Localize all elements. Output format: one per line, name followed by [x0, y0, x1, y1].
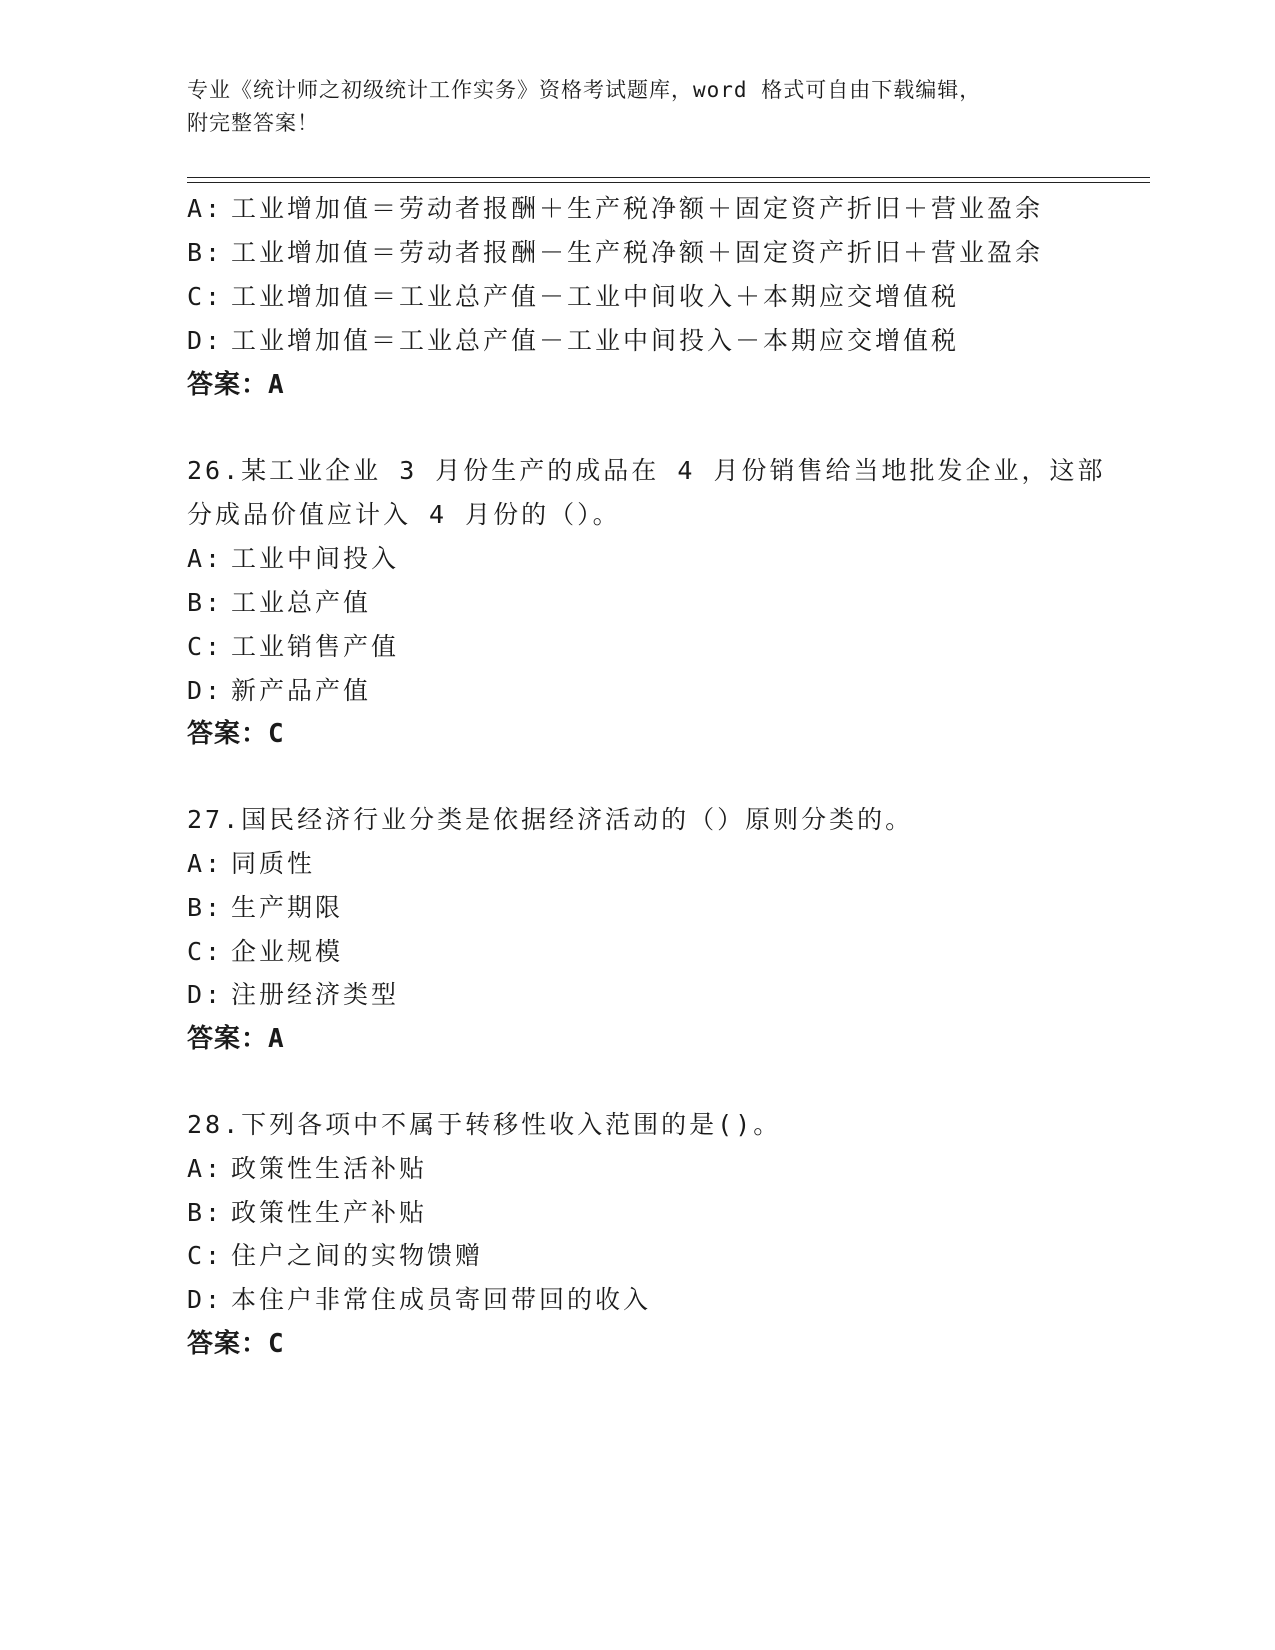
q25-option-c: [187, 281, 959, 313]
option-letter: B:: [187, 588, 224, 617]
q25-option-b: [187, 237, 1043, 269]
option-text: 政策性生活补贴: [231, 1154, 428, 1183]
option-letter: B:: [187, 1198, 224, 1227]
option-text: 工业中间投入: [231, 544, 400, 573]
q25-option-d: [187, 325, 959, 357]
option-text: 本住户非常住成员寄回带回的收入: [231, 1285, 652, 1314]
option-text: 企业规模: [231, 937, 344, 966]
q28-option-d: [187, 1284, 651, 1316]
header-line-2: 附完整答案！: [187, 111, 319, 135]
option-text: 工业增加值＝工业总产值－工业中间投入－本期应交增值税: [231, 326, 960, 355]
option-text: 注册经济类型: [231, 980, 400, 1009]
header-divider-bottom: [187, 182, 1150, 183]
option-text: 工业总产值: [231, 588, 372, 617]
option-letter: D:: [187, 1285, 224, 1314]
option-letter: A:: [187, 544, 224, 573]
option-letter: D:: [187, 676, 224, 705]
option-letter: B:: [187, 893, 224, 922]
document-header: [187, 74, 1067, 140]
option-text: 同质性: [231, 849, 316, 878]
q28-answer: 答案：C: [187, 1329, 285, 1359]
q25-answer: 答案：A: [187, 370, 285, 400]
q26-option-d: [187, 675, 371, 707]
option-letter: D:: [187, 980, 224, 1009]
option-letter: C:: [187, 937, 224, 966]
option-text: 政策性生产补贴: [231, 1198, 428, 1227]
option-letter: A:: [187, 1154, 224, 1183]
option-letter: A:: [187, 194, 224, 223]
option-text: 住户之间的实物馈赠: [231, 1241, 484, 1270]
q27-option-d: [187, 979, 399, 1011]
option-text: 工业增加值＝劳动者报酬－生产税净额＋固定资产折旧＋营业盈余: [231, 238, 1044, 267]
q27-option-c: [187, 936, 343, 968]
option-text: 新产品产值: [231, 676, 372, 705]
header-line-1: 专业《统计师之初级统计工作实务》资格考试题库，word 格式可自由下载编辑，: [187, 78, 982, 102]
option-text: 工业增加值＝劳动者报酬＋生产税净额＋固定资产折旧＋营业盈余: [231, 194, 1044, 223]
q25-option-a: [187, 193, 1043, 225]
q28-option-b: [187, 1197, 427, 1229]
q27-option-a: [187, 848, 315, 880]
q27-stem: 27.国民经济行业分类是依据经济活动的（）原则分类的。: [187, 805, 914, 834]
option-letter: C:: [187, 1241, 224, 1270]
q26-option-c: [187, 631, 399, 663]
option-letter: B:: [187, 238, 224, 267]
option-text: 工业销售产值: [231, 632, 400, 661]
q28-option-c: [187, 1240, 483, 1272]
option-text: 生产期限: [231, 893, 344, 922]
q27-option-b: [187, 892, 343, 924]
q26-option-b: [187, 587, 371, 619]
q26-stem-line-2: 分成品价值应计入 4 月份的（）。: [187, 500, 621, 529]
q28-stem: 28.下列各项中不属于转移性收入范围的是()。: [187, 1110, 782, 1139]
option-letter: C:: [187, 632, 224, 661]
q26-answer: 答案：C: [187, 719, 285, 749]
option-letter: C:: [187, 282, 224, 311]
q26-option-a: [187, 543, 399, 575]
header-divider-top: [187, 177, 1150, 178]
option-text: 工业增加值＝工业总产值－工业中间收入＋本期应交增值税: [231, 282, 960, 311]
q28-option-a: [187, 1153, 427, 1185]
option-letter: A:: [187, 849, 224, 878]
q26-stem-line-1: 26.某工业企业 3 月份生产的成品在 4 月份销售给当地批发企业，这部: [187, 456, 1106, 485]
option-letter: D:: [187, 326, 224, 355]
q27-answer: 答案：A: [187, 1024, 285, 1054]
